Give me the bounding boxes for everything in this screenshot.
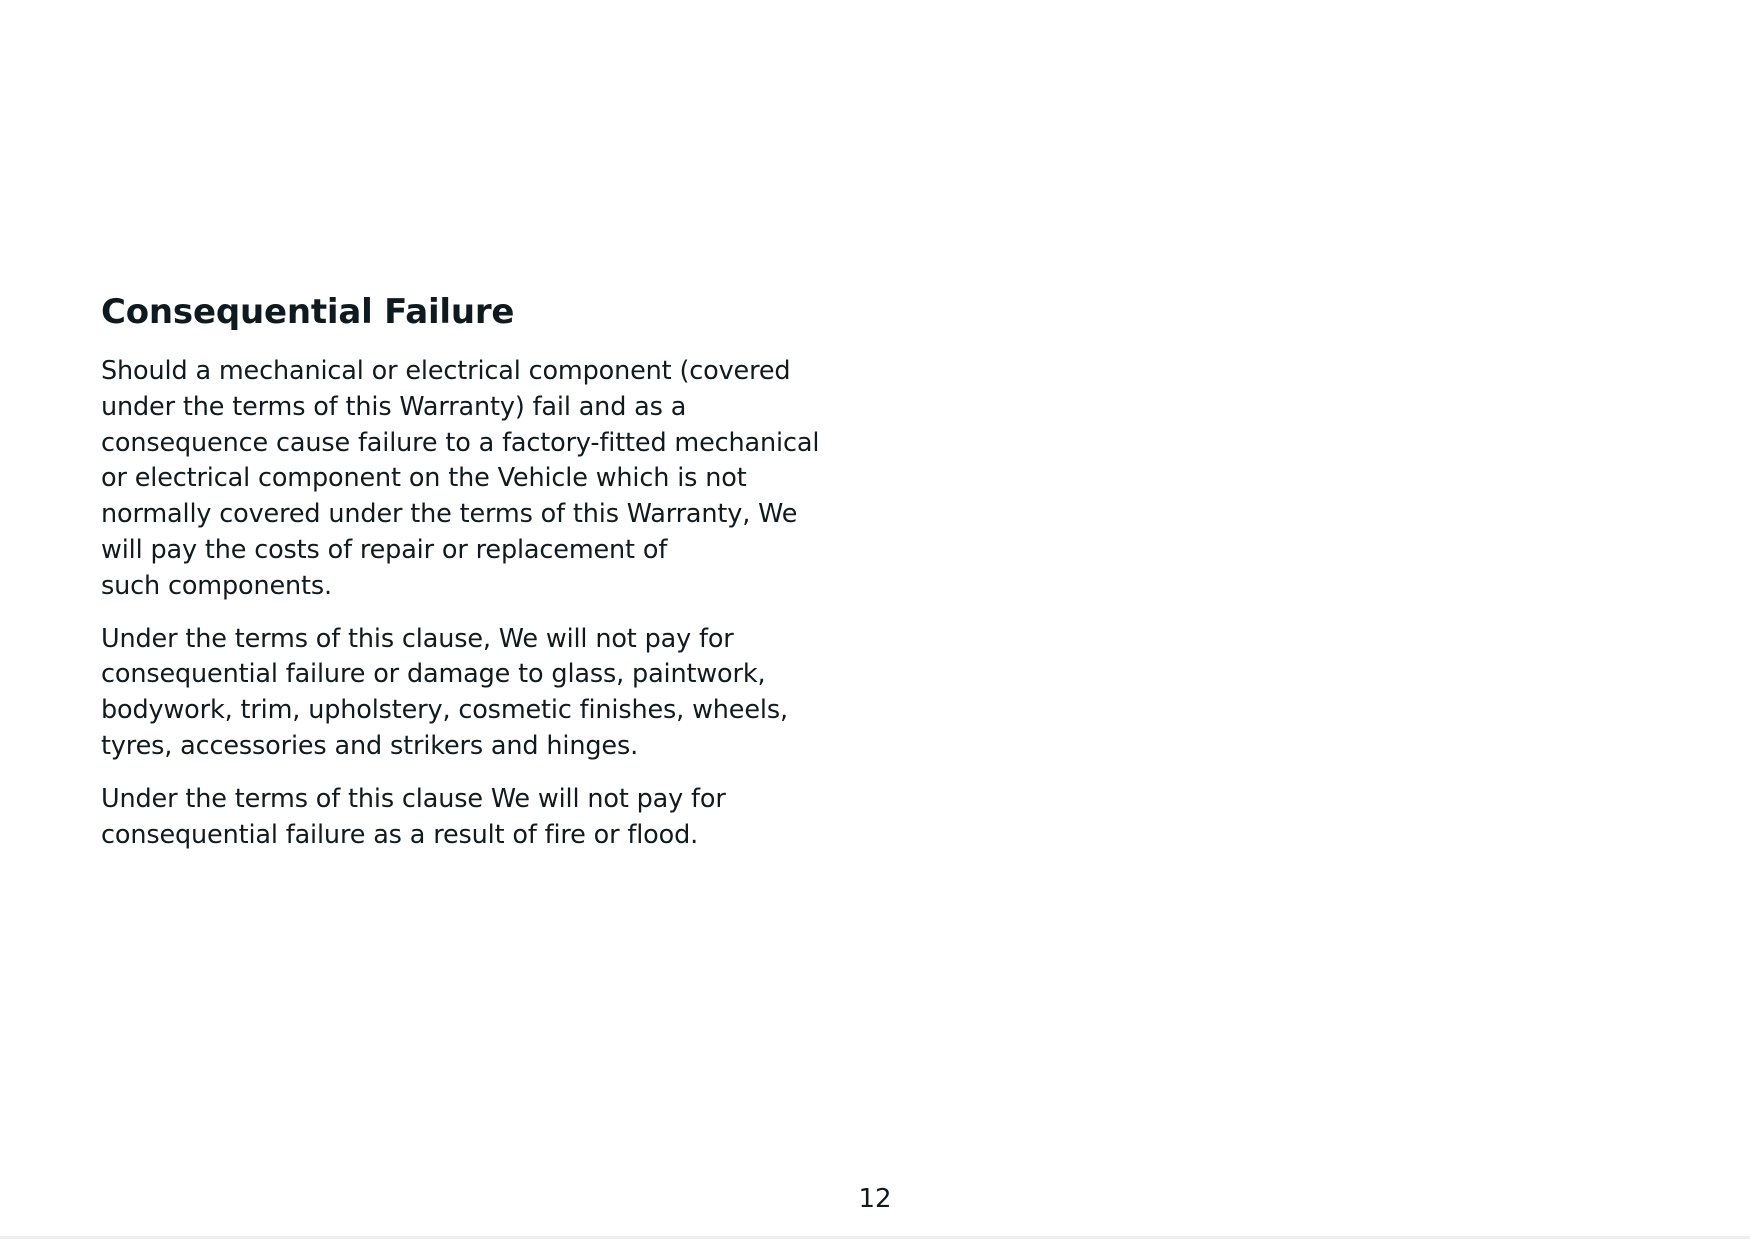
- paragraph-line: consequential failure or damage to glass, paintwork,: [101, 659, 766, 690]
- paragraph-line: under the terms of this Warranty) fail and as a: [101, 391, 687, 422]
- paragraph-line: such components.: [101, 570, 332, 601]
- paragraph-line: Should a mechanical or electrical component (covered: [101, 356, 791, 386]
- paragraph-exclusions-damage: [101, 622, 841, 765]
- paragraph-coverage: [101, 354, 841, 605]
- paragraph-line: or electrical component on the Vehicle which is not: [101, 463, 747, 494]
- page-number: 12: [858, 1184, 892, 1214]
- paragraph-line: Under the terms of this clause We will not pay for: [101, 783, 726, 814]
- paragraph-line: Under the terms of this clause, We will not pay for: [101, 623, 734, 654]
- section-title: Consequential Failure: [101, 292, 515, 332]
- paragraph-line: consequential failure as a result of fire or flood.: [101, 819, 699, 850]
- paragraph-line: consequence cause failure to a factory-fitted mechanical: [101, 427, 820, 458]
- paragraph-exclusions-fire-flood: [101, 782, 841, 854]
- paragraph-line: bodywork, trim, upholstery, cosmetic finishes, wheels,: [101, 695, 788, 726]
- document-content: [101, 292, 841, 870]
- paragraph-line: normally covered under the terms of this Warranty, We: [101, 499, 798, 530]
- paragraph-line: will pay the costs of repair or replacement of: [101, 534, 668, 565]
- paragraph-line: tyres, accessories and strikers and hinges.: [101, 730, 639, 761]
